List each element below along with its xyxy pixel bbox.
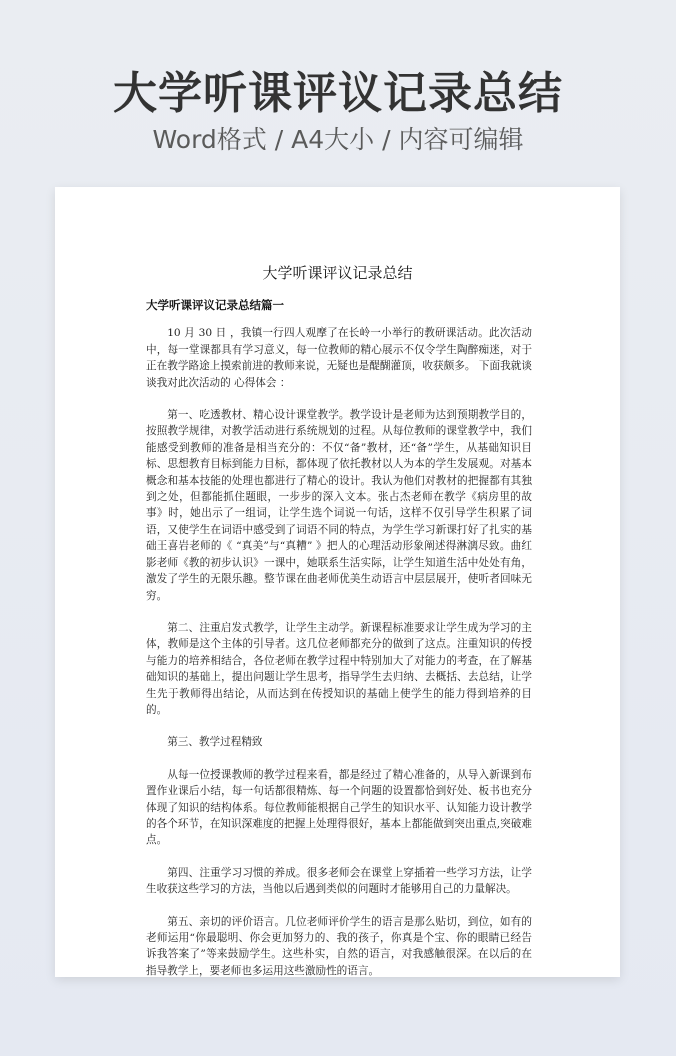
paragraph-point-one: 第一、吃透教材、精心设计课堂教学。教学设计是老师为达到预期教学目的，按照教学规律，对教学活动进行系统规划的过程。从每位教师的课堂教学中，我们能感受到教师的准备是相当充分的：不仅“备”教材，还“备”学生，从基础知识目标、思想教育目标到能力目标，都体现了依托教材以人为本的学生发展观。对基本概念和基本技能的处理也都进行了精心的设计。我认为他们对教材的把握都有其独到之处，但都能抓住题眼，一步步的深入文本。张占杰老师在教学《病房里的故事》时，她出示了一组词，让学生选个词说一句话，这样不仅引导学生积累了词语，又使学生在词语中感受到了词语不同的特点，为学生学习新课打好了扎实的基础王喜岩老师的《 “真美”与“真糟” 》把人的心理活动形象阐述得淋漓尽致。曲红影老师《教的初步认识》一课中，她联系生活实际，让学生知道生活中处处有角，激发了学生的无限乐趣。整节课在曲老师优美生动语言中层层展开，使听者回味无穷。 [146, 409, 532, 602]
paragraph-intro: 10 月 30 日 ，我镇一行四人观摩了在长岭一小举行的教研课活动。此次活动中，每一堂课都具有学习意义，每一位教师的精心展示不仅令学生陶醉痴迷，对于正在教学路途上摸索前进的教师来说，无疑也是醍醐灌顶，收获颇多。 下面我就谈谈我对此次活动的 心得体会 ： [146, 327, 532, 389]
paragraph-point-four: 第四、注重学习习惯的养成。很多老师会在课堂上穿插着一些学习方法，让学生收获这些学习的方法，当他以后遇到类似的问题时才能够用自己的力量解决。 [146, 866, 532, 896]
paragraph-point-two: 第二、注重启发式教学，让学生主动学。新课程标准要求让学生成为学习的主体，教师是这个主体的引导者。这几位老师都充分的做到了这点。注重知识的传授与能力的培养相结合，各位老师在教学过程中特别加大了对能力的考查，在了解基础知识的基础上，提出问题让学生思考，指导学生去归纳、去概括、去总结，让学生先于教师得出结论，从而达到在传授知识的基础上使学生的能力得到培养的目的。 [146, 621, 532, 716]
banner-title: 大学听课评议记录总结 [113, 68, 563, 119]
section-heading: 大学听课评议记录总结篇一 [146, 298, 284, 312]
document-page [55, 187, 620, 977]
paragraph-point-five: 第五、亲切的评价语言。几位老师评价学生的语言是那么贴切，到位，如有的老师运用“你最聪明、你会更加努力的、我的孩子，你真是个宝、你的眼睛已经告诉我答案了”等来鼓励学生。这些朴实，自然的语言，对我感触很深。在以后的在指导教学上，要老师也多运用这些激励性的语言。 [146, 915, 532, 977]
paragraph-point-three: 从每一位授课教师的教学过程来看，都是经过了精心准备的，从导入新课到布置作业课后小结，每一句话都很精炼、每一个问题的设置都恰到好处、板书也充分体现了知识的结构体系。每位教师能根据自己学生的知识水平、认知能力设计教学的各个环节，在知识深难度的把握上处理得很好，基本上都能做到突出重点,突破难点。 [146, 768, 532, 847]
banner-subtitle: Word格式 / A4大小 / 内容可编辑 [152, 125, 524, 154]
document-title: 大学听课评议记录总结 [262, 264, 413, 282]
paragraph-point-three-heading: 第三、教学过程精致 [167, 736, 263, 749]
document-body [146, 297, 532, 995]
